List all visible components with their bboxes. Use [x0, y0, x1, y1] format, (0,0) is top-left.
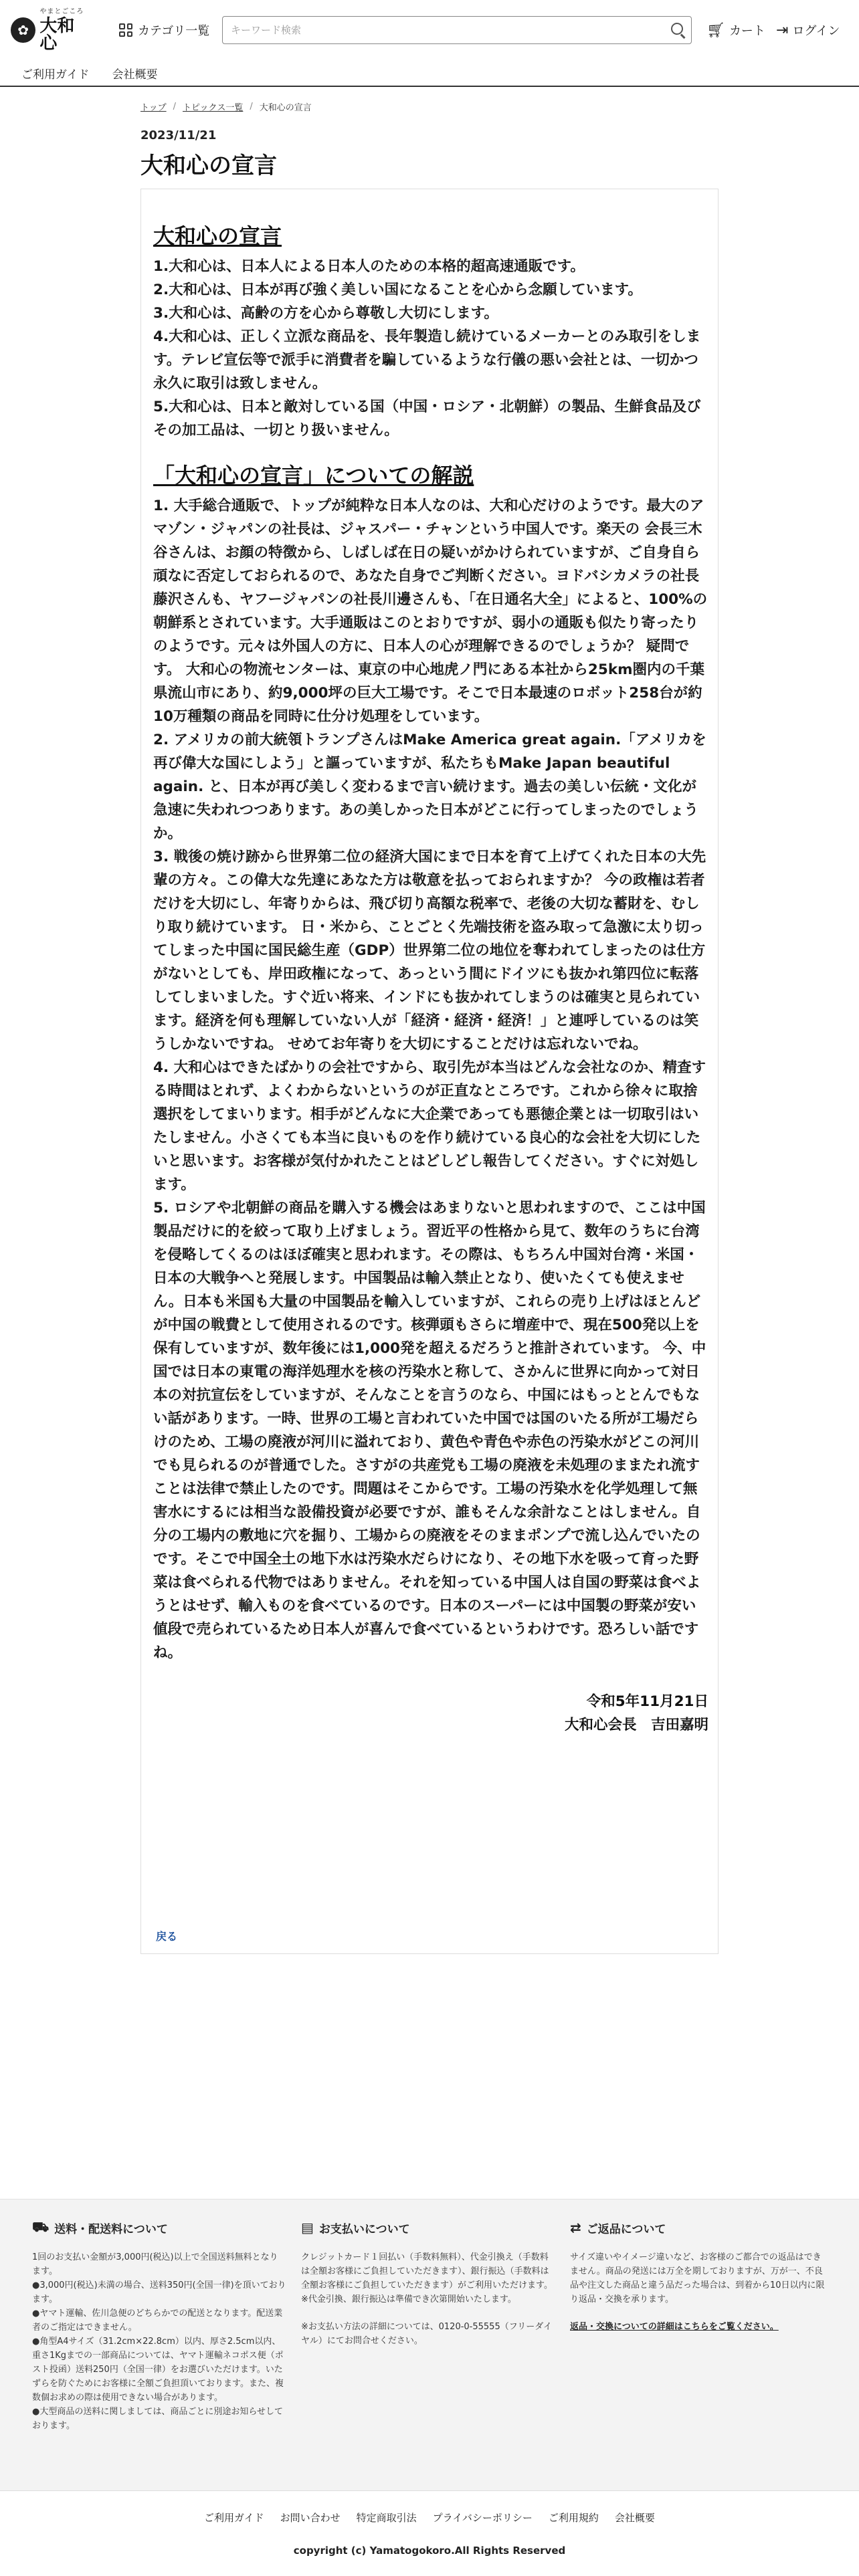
breadcrumb-top[interactable]: トップ	[140, 103, 167, 113]
shipping-line: ●大型商品の送料に関しましては、商品ごとに別途お知らせしております。	[32, 2407, 283, 2431]
payment-title-text: お支払いについて	[318, 2222, 410, 2236]
explanation-item: 2. アメリカの前大統領トランプさんはMake America great again.「アメリカを再び偉大な国にしよう」と謳っていますが、私たちもMake Japan beautiful again. と、日本が再び美しく変わるまで言い続けます。過去の美しい伝統・文化が急速に失われつつあります。あの美しかった日本がどこに行ってしまったのでしょうか。	[153, 732, 706, 842]
logo-text	[39, 9, 91, 52]
declaration-heading: 大和心の宣言	[153, 223, 282, 249]
article-card	[140, 189, 719, 1954]
truck-icon: ⛟	[32, 2218, 50, 2235]
explanation-item: 5. ロシアや北朝鮮の商品を購入する機会はあまりないと思われますので、ここは中国製品だけに的を絞って取り上げましょう。習近平の性格から見て、数年のうちに台湾を侵略してくるのはほぼ確実と思われます。その際は、もちろん中国対台湾・米国・日本の大戦争へと発展します。中国製品は輸入禁止となり、使いたくても使えません。日本も米国も大量の中国製品を輸入していますが、これらの売り上げはほとんどが中国の戦費として使用されるのです。核弾頭もさらに増産中で、現在500発以上を保有していますが、数年後には1,000発を超えるだろうと推計されています。 今、中国では日本の東電の海洋処理水を核の汚染水と称して、さかんに世界に向かって対日本の対抗宣伝をしていますが、そんなことを言うのなら、中国にはもっととんでもない話があります。一時、世界の工場と言われていた中国では国のいたる所が工場だらけのため、工場の廃液が河川に溢れており、黄色や青色や赤色の汚染水がどこの河川でも見られるのが普通でした。さすがの共産党も工場の廃液を未処理のままたれ流すことは法律で禁止したのです。問題はそこからです。工場の汚染水を化学処理して無害水にするには相当な設備投資が必要ですが、誰もそんな余計なことはしません。自分の工場内の敷地に穴を掘り、工場からの廃液をそのままポンプで流し込んでいたのです。そこで中国全土の地下水は汚染水だらけになり、その地下水を吸って育った野菜は食べられる代物ではありません。それを知っている中国人は自国の野菜は食べようとはせず、輸入ものを食べているのです。日本のスーパーには中国製の野菜が安い値段で売られているため日本人が喜んで食べているというわけです。恐ろしい話ですね。	[153, 1200, 706, 1661]
returns-title-text: ご返品について	[586, 2222, 666, 2236]
article-body	[153, 223, 708, 1737]
back-link[interactable]: 戻る	[156, 1930, 178, 1943]
login-icon: ⇥	[776, 21, 789, 39]
logo-sub: やまとごころ	[39, 7, 84, 15]
explanation-item: 1. 大手総合通販で、トップが純粋な日本人なのは、大和心だけのようです。最大のアマゾン・ジャパンの社長は、ジャスパー・チャンという中国人です。楽天の 会長三木谷さんは、お顔の特徴から、しばしば在日の疑いがかけられていますが、ご自身自ら頑なに否定しておられるので、あなた自身でご判断ください。ヨドバシカメラの社長藤沢さんも、ヤフージャパンの社長川邊さんも、「在日通名大全」によると、100%の朝鮮系とされています。大手通販はこのとおりですが、弱小の通販も似たり寄ったりのようです。元々は外国人の方に、日本人の心が理解できるのでしょうか？ 疑問です。 大和心の物流センターは、東京の中心地虎ノ門にある本社から25km圏内の千葉県流山市にあり、約9,000坪の巨大工場です。そこで日本最速のロボット258台が約10万種類の商品を同時に仕分け処理をしています。	[153, 498, 708, 725]
declaration-item: 5.大和心は、日本と敵対している国（中国・ロシア・北朝鮮）の製品、生鮮食品及びその加工品は、一切とり扱いません。	[153, 399, 701, 439]
returns-title	[570, 2214, 827, 2241]
signature-name: 大和心会長 吉田嘉明	[564, 1717, 708, 1733]
payment-column	[301, 2214, 555, 2348]
breadcrumb-separator: /	[173, 102, 177, 112]
site-header	[0, 0, 859, 87]
declaration-item: 3.大和心は、高齢の方を心から尊敬し大切にします。	[153, 305, 498, 322]
shipping-title	[32, 2214, 286, 2241]
footer-link-tokusho[interactable]: 特定商取引法	[356, 2512, 417, 2524]
footer-links	[0, 2490, 859, 2544]
shipping-column	[32, 2214, 286, 2433]
breadcrumb	[140, 100, 312, 113]
footer-link-privacy[interactable]: プライバシーポリシー	[432, 2512, 533, 2524]
cart-icon: 🛒︎	[706, 21, 725, 39]
shipping-title-text: 送料・配送料について	[54, 2222, 168, 2236]
shipping-line: ●3,000円(税込)未満の場合、送料350円(全国一律)を頂いております。	[32, 2280, 286, 2304]
login-link[interactable]	[776, 20, 840, 40]
declaration-item: 1.大和心は、日本人による日本人のための本格的超高速通販です。	[153, 258, 585, 275]
nav-company[interactable]: 会社概要	[112, 68, 158, 82]
search-box	[222, 16, 692, 44]
footer-link-guide[interactable]: ご利用ガイド	[204, 2512, 264, 2524]
breadcrumb-current: 大和心の宣言	[259, 103, 312, 113]
info-section	[0, 2199, 859, 2490]
footer-link-company[interactable]: 会社概要	[614, 2512, 655, 2524]
signature	[153, 1690, 708, 1737]
returns-line: サイズ違いやイメージ違いなど、お客様のご都合での返品はできません。商品の発送には万全を期しておりますが、万が一、不良品や注文した商品と違う品だった場合は、到着から10日以内に限り返品・交換を承ります。	[570, 2252, 825, 2304]
signature-date: 令和5年11月21日	[586, 1693, 708, 1710]
explanation-section	[153, 462, 708, 1665]
cart-link[interactable]	[706, 20, 765, 40]
footer-link-terms[interactable]: ご利用規約	[548, 2512, 599, 2524]
search-input[interactable]	[223, 17, 664, 43]
grid-icon	[119, 23, 132, 37]
explanation-item: 3. 戦後の焼け跡から世界第二位の経済大国にまで日本を育て上げてくれた日本の大先輩の方々。この偉大な先達にあなた方は敬意を払っておられますか？ 今の政権は若者だけを大切にし、年寄りからは、飛び切り高額な税率で、老後の大切な蓄財を、むしり取り続けています。 日・米から、ことごとく先端技術を盗み取って急激に太り切ってしまった中国に国民総生産（GDP）世界第二位の地位を奪われてしまったのは仕方がないとしても、岸田政権になって、あっという間にドイツにも抜かれ第四位に転落してしまいました。すぐ近い将来、インドにも抜かれてしまうのは確実と見られています。経済を何も理解していない人が「経済・経済・経済！」と連呼しているのは笑うしかないですね。 せめてお年寄りを大切にすることだけは忘れないでね。	[153, 849, 706, 1053]
declaration-item: 2.大和心は、日本が再び強く美しい国になることを心から念願しています。	[153, 282, 642, 298]
copyright: copyright (c) Yamatogokoro.All Rights Reserved	[293, 2545, 566, 2557]
login-label: ログイン	[792, 24, 840, 38]
category-button[interactable]	[119, 19, 209, 41]
breadcrumb-topics[interactable]: トピックス一覧	[183, 103, 244, 113]
page-title: 大和心の宣言	[140, 152, 277, 179]
shipping-line: ●角型A4サイズ（31.2cm×22.8cm）以内、厚さ2.5cm以内、重さ1Kgまでの一部商品については、ヤマト運輸ネコポス便（ポスト投函）送料250円（全国一律）をお選びいただけます。いたずらを防ぐためにお客様に全額ご負担頂いております。また、複数個お求めの際は使用できない場合があります。	[32, 2337, 284, 2403]
card-icon: ▤	[301, 2220, 314, 2236]
shipping-line: ●ヤマト運輸、佐川急便のどちらかでの配送となります。配送業者のご指定はできません。	[32, 2309, 283, 2333]
global-nav	[0, 59, 158, 87]
payment-body	[301, 2250, 555, 2348]
article-date: 2023/11/21	[140, 128, 217, 142]
category-label: カテゴリ一覧	[138, 24, 210, 38]
shipping-body	[32, 2250, 286, 2433]
payment-line: クレジットカード１回払い（手数料無料）、代金引換え（手数料は全額お客様にご負担していただきます）、銀行振込（手数料は全額お客様にご負担していただきます）がご利用いただけます。	[301, 2252, 553, 2290]
returns-body	[570, 2250, 827, 2334]
breadcrumb-separator: /	[250, 102, 253, 112]
declaration-item: 4.大和心は、正しく立派な商品を、長年製造し続けているメーカーとのみ取引をします。テレビ宣伝等で派手に消費者を騙しているような行儀の悪い会社とは、一切かつ永久に取引は致しません。	[153, 328, 701, 392]
payment-line: ※お支払い方法の詳細については、0120-0-55555（フリーダイヤル）にてお問合せください。	[301, 2322, 552, 2346]
cart-label: カート	[729, 24, 765, 38]
nav-guide[interactable]: ご利用ガイド	[21, 68, 90, 82]
payment-line: ※代金引換、銀行振込は準備でき次第開始いたします。	[301, 2294, 516, 2304]
returns-detail-link[interactable]: 返品・交換についての詳細はこちらをご覧ください。	[570, 2322, 779, 2332]
search-icon[interactable]	[664, 17, 691, 43]
declaration-section	[153, 223, 708, 442]
explanation-item: 4. 大和心はできたばかりの会社ですから、取引先が本当はどんな会社なのか、精査する時間はとれず、よくわからないというのが正直なところです。これから徐々に取捨選択をしてまいります。相手がどんなに大企業であっても悪徳企業とは一切取引はいたしません。小さくても本当に良いものを作り続けている良心的な会社を大切にしたいと思います。お客様が気付かれたことはどしどし報告してください。すぐに対処します。	[153, 1059, 706, 1193]
logo[interactable]	[11, 7, 91, 53]
returns-column	[570, 2214, 827, 2334]
shipping-line: 1回のお支払い金額が3,000円(税込)以上で全国送料無料となります。	[32, 2252, 278, 2276]
payment-title	[301, 2214, 555, 2241]
explanation-heading: 「大和心の宣言」についての解説	[153, 463, 474, 488]
logo-main: 大和心	[39, 15, 75, 53]
footer-link-contact[interactable]: お問い合わせ	[280, 2512, 341, 2524]
logo-mark-icon: ✿	[11, 17, 35, 43]
exchange-icon: ⇄	[570, 2220, 581, 2236]
header-top	[0, 0, 859, 59]
